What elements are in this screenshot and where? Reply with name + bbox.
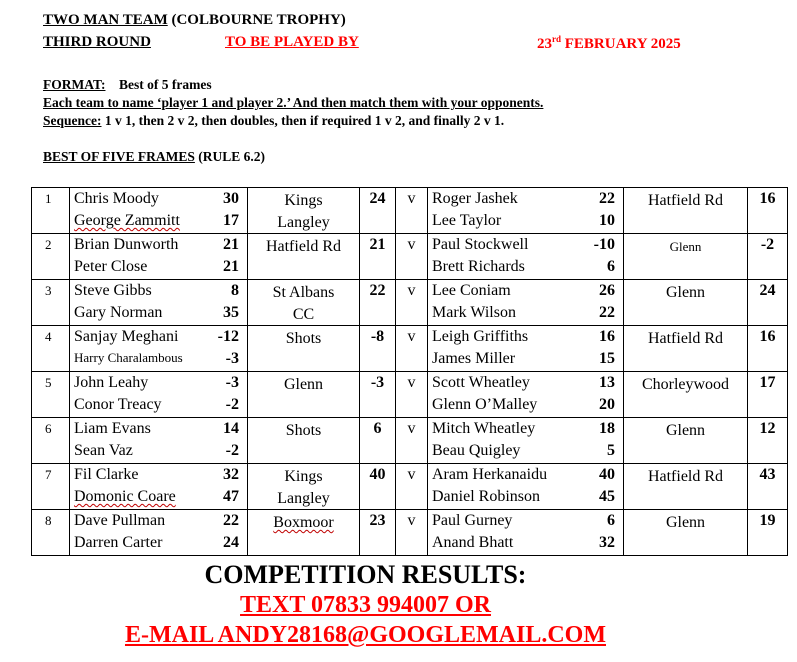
away-total: 43 [759,466,776,483]
versus-cell [396,280,428,326]
rule-line [43,149,265,165]
home-players-cell [70,418,248,464]
away-club: Glenn [669,239,702,254]
fixture-row [32,372,788,418]
away-player-1: Paul Stockwell [432,236,529,253]
format-line [43,77,212,93]
away-player-2: Anand Bhatt [432,534,514,551]
away-player-2-score: 20 [599,396,615,413]
away-club-cell [624,234,748,280]
home-player-2-score: 47 [223,488,239,505]
away-player-1-score: 26 [599,282,615,299]
fixture-number: 8 [45,513,52,528]
away-player-1-score: 18 [599,420,615,437]
home-club-cell [248,372,360,418]
away-player-1-score: 16 [599,328,615,345]
fixture-number-cell [32,326,70,372]
away-player-2-score: 10 [599,212,615,229]
away-club-cell [624,418,748,464]
away-total: -2 [760,236,775,253]
competition-results-heading: COMPETITION RESULTS: [204,560,527,589]
home-club-cell [248,280,360,326]
home-player-1-score: 8 [231,282,239,299]
home-player-2-name: Darren Carter [74,534,163,551]
home-club-name: Shots [285,330,322,347]
home-club-name: Hatfield Rd [265,238,342,255]
format-instruction: Each team to name ‘player 1 and player 2.’ And then match them with your opponents. [43,95,544,110]
home-club [248,372,359,417]
away-total: 16 [759,190,776,207]
home-total-cell [360,418,396,464]
away-club: Hatfield Rd [647,330,724,347]
home-player-1-score: 32 [223,466,239,483]
away-players-cell [428,510,624,556]
fixture-number-cell [32,510,70,556]
away-total-cell [748,510,788,556]
fixture-number: 1 [45,191,52,206]
date-day: 23 [537,36,552,52]
away-player-2: James Miller [432,350,516,367]
home-player-2-name: Sean Vaz [74,442,133,459]
home-player-2 [74,304,162,322]
away-player-2-score: 32 [599,534,615,551]
fixture-number: 2 [45,237,52,252]
home-player-2-score: -2 [225,396,239,413]
text-contact[interactable]: TEXT 07833 994007 OR [240,592,491,618]
away-club-cell [624,326,748,372]
away-player-2-score: 45 [599,488,615,505]
home-club [248,280,359,325]
home-club-name: Boxmoor [273,514,334,531]
home-player-1-score: 21 [223,236,239,253]
home-total-cell [360,188,396,234]
versus: v [407,328,416,345]
fixture-row [32,188,788,234]
home-club-name: Glenn [283,376,324,393]
home-player-1: Fil Clarke [74,466,139,483]
home-player-1: John Leahy [74,374,149,391]
home-total-cell [360,280,396,326]
away-total-cell [748,372,788,418]
away-player-2-score: 15 [599,350,615,367]
fixture-row [32,510,788,556]
home-player-2-name: George Zammitt [74,212,180,229]
rule-value: (RULE 6.2) [194,149,266,164]
title-sub: (COLBOURNE TROPHY) [167,12,346,28]
fixtures-table [31,187,788,556]
away-club-cell [624,188,748,234]
home-player-2-name: Conor Treacy [74,396,162,413]
round-label: THIRD ROUND [43,34,151,50]
away-player-1: Leigh Griffiths [432,328,529,345]
away-club-cell [624,464,748,510]
rule-label: BEST OF FIVE FRAMES [43,149,195,164]
versus: v [407,374,416,391]
away-club: Hatfield Rd [647,468,724,485]
home-club-name: Shots [285,422,322,439]
versus: v [407,420,416,437]
versus-cell [396,188,428,234]
fixture-number-cell [32,372,70,418]
title-main: TWO MAN TEAM [43,12,168,28]
away-player-2: Daniel Robinson [432,488,540,505]
home-total-cell [360,372,396,418]
fixture-number-cell [32,464,70,510]
home-players-cell [70,234,248,280]
home-total-cell [360,326,396,372]
home-player-2 [74,350,183,366]
away-players-cell [428,188,624,234]
away-player-2: Glenn O’Malley [432,396,538,413]
away-club: Glenn [665,514,706,531]
fixture-number-cell [32,234,70,280]
fixture-number-cell [32,280,70,326]
away-players-cell [428,418,624,464]
away-total: 16 [759,328,776,345]
home-players-cell [70,326,248,372]
away-player-2-score: 6 [607,258,615,275]
fixture-number: 7 [45,467,52,482]
fixture-row [32,418,788,464]
away-player-2: Beau Quigley [432,442,521,459]
versus-cell [396,234,428,280]
away-total: 17 [759,374,776,391]
fixture-number-cell [32,188,70,234]
home-club [248,418,359,463]
home-player-2-name: Domonic Coare [74,488,176,505]
away-total-cell [748,188,788,234]
away-club: Chorleywood [641,376,730,393]
away-players-cell [428,280,624,326]
home-player-2 [74,212,180,230]
away-player-1: Lee Coniam [432,282,511,299]
home-club-cell [248,326,360,372]
versus-cell [396,418,428,464]
home-club-cell [248,418,360,464]
home-club [248,464,359,509]
away-total: 24 [759,282,776,299]
away-player-1-score: 22 [599,190,615,207]
away-player-1-score: 6 [607,512,615,529]
home-player-2 [74,396,162,414]
home-club-name: Kings Langley [277,468,330,507]
versus-cell [396,464,428,510]
home-player-2-score: 35 [223,304,239,321]
title [43,12,346,29]
away-club: Hatfield Rd [647,192,724,209]
fixture-row [32,326,788,372]
away-player-1: Mitch Wheatley [432,420,536,437]
home-player-1-score: 14 [223,420,239,437]
home-total: -8 [370,328,385,345]
home-player-2-score: -3 [225,350,239,367]
home-total: 22 [369,282,386,299]
versus: v [407,466,416,483]
home-player-2-score: 24 [223,534,239,551]
away-club: Glenn [665,422,706,439]
home-player-2 [74,534,162,552]
away-players-cell [428,372,624,418]
home-total: 40 [369,466,386,483]
deadline-label: TO BE PLAYED BY [225,34,359,50]
away-total: 12 [759,420,776,437]
away-player-2: Brett Richards [432,258,525,275]
versus: v [407,512,416,529]
away-club-cell [624,372,748,418]
fixture-row [32,234,788,280]
away-total-cell [748,234,788,280]
deadline-date [537,34,681,53]
fixture-number-cell [32,418,70,464]
home-player-1: Brian Dunworth [74,236,179,253]
home-player-1: Sanjay Meghani [74,328,179,345]
home-club-name: St Albans CC [272,284,335,323]
versus-cell [396,372,428,418]
home-player-2-name: Peter Close [74,258,148,275]
away-player-1: Roger Jashek [432,190,518,207]
home-total-cell [360,234,396,280]
away-player-2: Mark Wilson [432,304,516,321]
away-club-cell [624,510,748,556]
away-player-2: Lee Taylor [432,212,502,229]
away-club-cell [624,280,748,326]
date-rest: FEBRUARY 2025 [561,36,681,52]
home-player-2-score: 17 [223,212,239,229]
home-club [248,188,359,233]
home-total: 6 [373,420,382,437]
home-player-2-name: Gary Norman [74,304,163,321]
email-contact[interactable]: E-MAIL ANDY28168@GOOGLEMAIL.COM [124,622,606,648]
versus: v [407,282,416,299]
fixture-number: 5 [45,375,52,390]
versus-cell [396,326,428,372]
home-player-2 [74,488,176,506]
home-club-cell [248,510,360,556]
fixture-row [32,464,788,510]
home-total-cell [360,510,396,556]
home-total: -3 [370,374,385,391]
away-player-1: Scott Wheatley [432,374,530,391]
versus: v [407,236,416,253]
away-total-cell [748,418,788,464]
home-player-1-score: -12 [217,328,239,345]
away-total-cell [748,464,788,510]
away-player-1: Aram Herkanaidu [432,466,548,483]
home-club [248,510,359,555]
fixture-number: 3 [45,283,52,298]
versus: v [407,190,416,207]
away-players-cell [428,464,624,510]
away-player-2-score: 22 [599,304,615,321]
home-players-cell [70,280,248,326]
home-players-cell [70,464,248,510]
home-club-name: Kings Langley [277,192,330,231]
home-player-1: Steve Gibbs [74,282,152,299]
away-player-1: Paul Gurney [432,512,513,529]
date-suffix: rd [552,34,561,44]
home-player-1: Chris Moody [74,190,159,207]
away-players-cell [428,234,624,280]
home-total: 24 [369,190,386,207]
home-player-1: Dave Pullman [74,512,166,529]
away-player-1-score: 13 [599,374,615,391]
sequence-value: 1 v 1, then 2 v 2, then doubles, then if required 1 v 2, and finally 2 v 1. [101,113,505,128]
home-player-1-score: 30 [223,190,239,207]
home-club-cell [248,234,360,280]
home-total-cell [360,464,396,510]
home-club [248,326,359,371]
away-club: Glenn [665,284,706,301]
home-players-cell [70,188,248,234]
fixture-row [32,280,788,326]
home-player-2 [74,442,133,460]
versus-cell [396,510,428,556]
sequence-label: Sequence: [43,113,102,128]
home-player-2-name: Harry Charalambous [74,350,183,365]
home-player-2 [74,258,147,276]
away-total: 19 [759,512,776,529]
home-player-1: Liam Evans [74,420,151,437]
away-players-cell [428,326,624,372]
home-club-cell [248,188,360,234]
home-player-2-score: 21 [223,258,239,275]
home-total: 21 [369,236,386,253]
home-club [248,234,359,279]
away-total-cell [748,326,788,372]
home-player-1-score: -3 [225,374,239,391]
home-player-1-score: 22 [223,512,239,529]
away-player-1-score: -10 [593,236,615,253]
format-label: FORMAT: [43,77,106,92]
home-players-cell [70,372,248,418]
home-players-cell [70,510,248,556]
fixture-number: 4 [45,329,52,344]
away-player-2-score: 5 [607,442,615,459]
home-club-cell [248,464,360,510]
home-player-2-score: -2 [225,442,239,459]
sequence-line [43,113,504,129]
away-player-1-score: 40 [599,466,615,483]
home-total: 23 [369,512,386,529]
format-value: Best of 5 frames [118,77,212,92]
away-total-cell [748,280,788,326]
fixture-number: 6 [45,421,52,436]
